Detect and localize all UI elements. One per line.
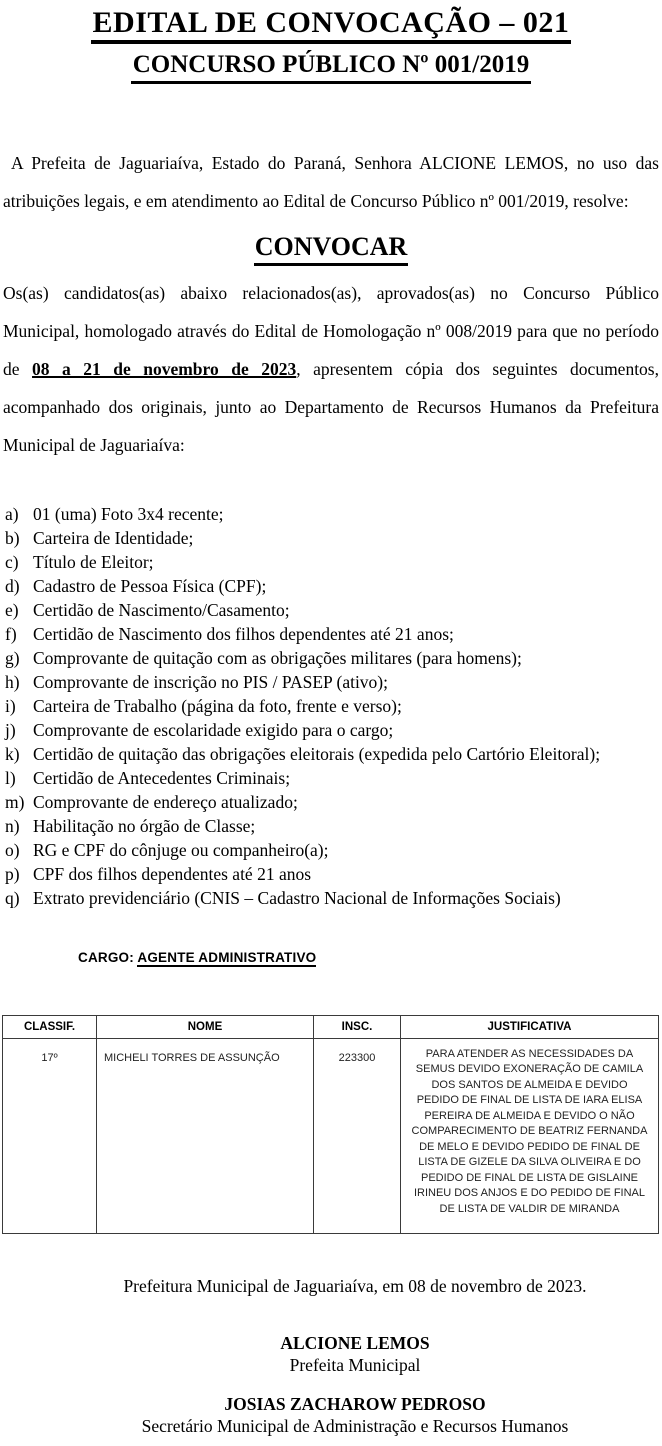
body-paragraph-part2: , apresentem cópia dos seguintes documentos, acompanhado dos originais, junto ao Departamento de Recursos Humanos da Prefeitura Municipal de Jaguariaíva:: [3, 358, 659, 455]
list-item: [5, 550, 662, 574]
cell-insc: 223300: [314, 1038, 401, 1233]
list-item: [5, 838, 662, 862]
list-item-text: Certidão de Antecedentes Criminais;: [33, 767, 291, 788]
candidates-table: [2, 1015, 659, 1234]
list-item-letter: g): [5, 647, 20, 668]
list-item-text: Carteira de Trabalho (página da foto, frente e verso);: [33, 695, 402, 716]
table-row: [3, 1038, 659, 1233]
list-item-letter: n): [5, 815, 20, 836]
document-subheader: [0, 51, 662, 84]
intro-paragraph: A Prefeita de Jaguariaíva, Estado do Paraná, Senhora ALCIONE LEMOS, no uso das atribuições legais, e em atendimento ao Edital de Concurso Público nº 001/2019, resolve:: [3, 152, 659, 211]
list-item-text: Habilitação no órgão de Classe;: [33, 815, 256, 836]
list-item: [5, 598, 662, 622]
list-item-letter: c): [5, 551, 19, 572]
list-item: [5, 742, 662, 766]
list-item: [5, 766, 662, 790]
list-item-text: Comprovante de inscrição no PIS / PASEP (ativo);: [33, 671, 388, 692]
column-header-nome: NOME: [97, 1015, 314, 1038]
column-header-justificativa: JUSTIFICATIVA: [401, 1015, 659, 1038]
list-item: [5, 718, 662, 742]
list-item: [5, 886, 662, 910]
table-header-row: [3, 1015, 659, 1038]
signature-role: Prefeita Municipal: [289, 1354, 421, 1375]
list-item-letter: q): [5, 887, 20, 908]
list-item-letter: k): [5, 743, 20, 764]
list-item-letter: d): [5, 575, 20, 596]
list-item: [5, 622, 662, 646]
list-item-text: Certidão de quitação das obrigações eleitorais (expedida pelo Cartório Eleitoral);: [33, 743, 601, 764]
column-header-classif: CLASSIF.: [3, 1015, 97, 1038]
list-item-text: CPF dos filhos dependentes até 21 anos: [33, 863, 312, 884]
body-paragraph-period: 08 a 21 de novembro de 2023: [32, 358, 297, 379]
list-item: [5, 694, 662, 718]
list-item-letter: a): [5, 503, 19, 524]
list-item-letter: i): [5, 695, 16, 716]
convocar-heading: CONVOCAR: [254, 232, 409, 266]
convocar-heading-wrap: [0, 232, 662, 266]
list-item-text: 01 (uma) Foto 3x4 recente;: [33, 503, 224, 524]
list-item: [5, 526, 662, 550]
list-item-letter: m): [5, 791, 25, 812]
list-item-letter: f): [5, 623, 17, 644]
cell-justificativa: PARA ATENDER AS NECESSIDADES DA SEMUS DEVIDO EXONERAÇÃO DE CAMILA DOS SANTOS DE ALMEIDA E DEVIDO PEDIDO DE FINAL DE LISTA DE IARA ELISA PEREIRA DE ALMEIDA E DEVIDO O NÃO COMPARECIMENTO DE BEATRIZ FERNANDA DE MELO E DEVIDO PEDIDO DE FINAL DE LISTA DE GIZELE DA SILVA OLIVEIRA E DO PEDIDO DE FINAL DE LISTA DE GISLAINE IRINEU DOS ANJOS E DO PEDIDO DE FINAL DE LISTA DE VALDIR DE MIRANDA: [401, 1038, 659, 1233]
list-item-letter: o): [5, 839, 20, 860]
list-item-text: Título de Eleitor;: [33, 551, 154, 572]
cargo-label: CARGO:: [78, 949, 134, 965]
body-paragraph-part1: Os(as) candidatos(as) abaixo relacionados(as), aprovados(as) no Concurso Público Municipal, homologado através do Edital de Homologação nº 008/2019 para que no período de: [3, 282, 659, 379]
list-item: [5, 670, 662, 694]
list-item-text: Cadastro de Pessoa Física (CPF);: [33, 575, 267, 596]
cargo-value: AGENTE ADMINISTRATIVO: [137, 949, 317, 965]
document-header: [0, 6, 662, 44]
column-header-insc: INSC.: [314, 1015, 401, 1038]
list-item-text: Carteira de Identidade;: [33, 527, 194, 548]
list-item: [5, 646, 662, 670]
list-item-letter: h): [5, 671, 20, 692]
list-item-letter: j): [5, 719, 16, 740]
list-item-text: RG e CPF do cônjuge ou companheiro(a);: [33, 839, 329, 860]
body-paragraph: [3, 274, 659, 464]
signature-name: JOSIAS ZACHAROW PEDROSO: [224, 1393, 486, 1414]
document-footer: [0, 1276, 662, 1437]
list-item-text: Comprovante de quitação com as obrigações militares (para homens);: [33, 647, 522, 668]
page-title: EDITAL DE CONVOCAÇÃO – 021: [91, 6, 572, 44]
list-item-text: Extrato previdenciário (CNIS – Cadastro Nacional de Informações Sociais): [33, 887, 561, 908]
list-item-text: Certidão de Nascimento/Casamento;: [33, 599, 290, 620]
list-item: [5, 790, 662, 814]
date-line: Prefeitura Municipal de Jaguariaíva, em 08 de novembro de 2023.: [123, 1275, 587, 1296]
list-item-letter: p): [5, 863, 20, 884]
list-item-text: Certidão de Nascimento dos filhos dependentes até 21 anos;: [33, 623, 454, 644]
list-item-text: Comprovante de escolaridade exigido para o cargo;: [33, 719, 394, 740]
list-item: [5, 502, 662, 526]
list-item-letter: b): [5, 527, 20, 548]
list-item: [5, 862, 662, 886]
signature-role: Secretário Municipal de Administração e Recursos Humanos: [141, 1415, 569, 1436]
cargo-line: [78, 950, 662, 965]
list-item-letter: l): [5, 767, 16, 788]
page-subtitle: CONCURSO PÚBLICO Nº 001/2019: [131, 51, 531, 84]
list-item-text: Comprovante de endereço atualizado;: [33, 791, 298, 812]
cell-classif: 17º: [3, 1038, 97, 1233]
signature-name: ALCIONE LEMOS: [280, 1332, 430, 1353]
cell-nome: MICHELI TORRES DE ASSUNÇÃO: [97, 1038, 314, 1233]
list-item-letter: e): [5, 599, 19, 620]
list-item: [5, 574, 662, 598]
documents-list: [5, 502, 662, 910]
list-item: [5, 814, 662, 838]
